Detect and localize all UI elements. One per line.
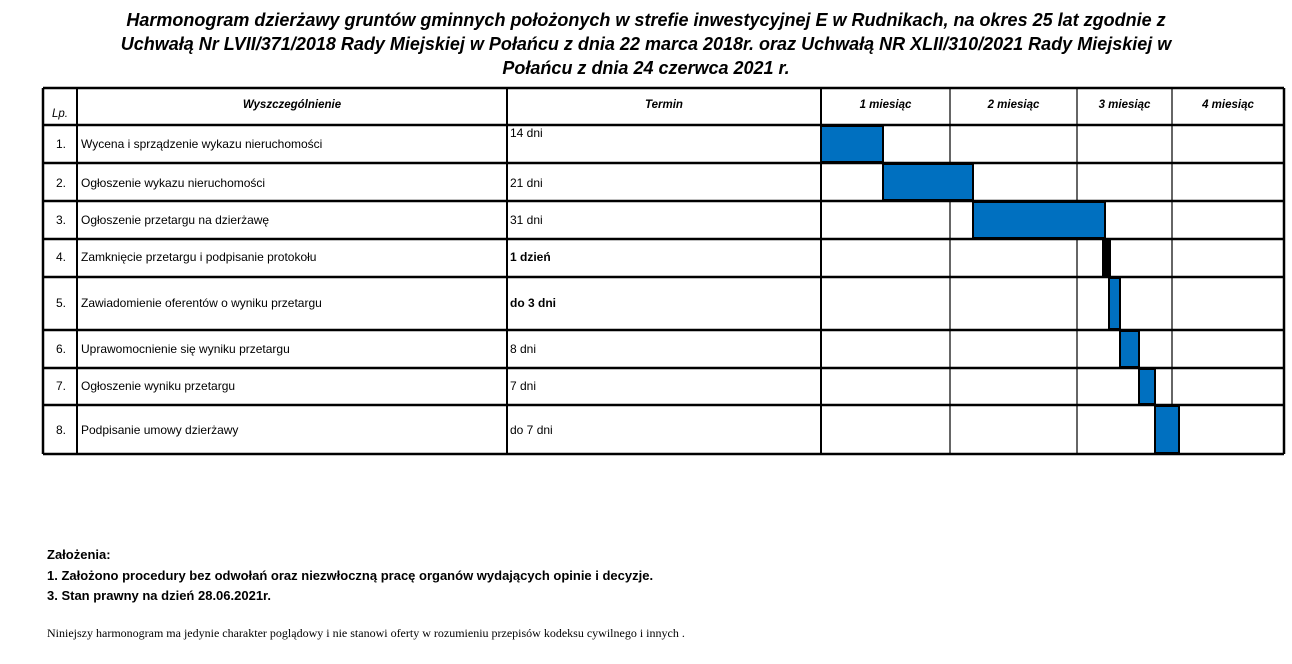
row-3-lp: 3. xyxy=(56,213,67,227)
row-5-item: Zawiadomienie oferentów o wyniku przetargu xyxy=(81,296,322,310)
title-line-3: Połańcu z dnia 24 czerwca 2021 r. xyxy=(502,58,790,78)
header-term: Termin xyxy=(645,99,683,111)
row-6-lp: 6. xyxy=(56,342,67,356)
row-4-term: 1 dzień xyxy=(510,250,551,264)
assumption-1: 1. Założono procedury bez odwołań oraz niezwłoczną pracę organów wydających opinie i decyzje. xyxy=(47,568,654,583)
disclaimer: Niniejszy harmonogram ma jedynie charakter poglądowy i nie stanowi oferty w rozumieniu przepisów kodeksu cywilnego i innych . xyxy=(47,626,685,640)
row-7-term: 7 dni xyxy=(510,379,537,393)
row-2-term: 21 dni xyxy=(510,176,543,190)
row-5-lp: 5. xyxy=(56,296,67,310)
title-line-2: Uchwałą Nr LVII/371/2018 Rady Miejskiej w Połańcu z dnia 22 marca 2018r. oraz Uchwałą NR XLII/310/2021 Rady Miejskiej w xyxy=(120,34,1172,54)
gantt-bar-row-7 xyxy=(1139,369,1155,404)
gantt-bar-row-6 xyxy=(1120,331,1139,367)
row-6-item: Uprawomocnienie się wyniku przetargu xyxy=(81,342,290,356)
row-7-item: Ogłoszenie wyniku przetargu xyxy=(81,379,236,393)
header-month-4: 4 miesiąc xyxy=(1202,99,1254,111)
gantt-bar-row-8 xyxy=(1155,406,1179,453)
header-month-1: 1 miesiąc xyxy=(859,99,912,111)
row-7-lp: 7. xyxy=(56,379,67,393)
row-2-item: Ogłoszenie wykazu nieruchomości xyxy=(81,176,266,190)
row-5-term: do 3 dni xyxy=(510,296,556,310)
header-month-3: 3 miesiąc xyxy=(1098,99,1151,111)
gantt-bar-row-2 xyxy=(883,164,973,200)
gantt-bar-row-4 xyxy=(1103,240,1110,276)
row-6-term: 8 dni xyxy=(510,342,537,356)
row-4-lp: 4. xyxy=(56,250,67,264)
assumption-3: 3. Stan prawny na dzień 28.06.2021r. xyxy=(47,588,271,603)
header-lp: Lp. xyxy=(52,108,68,120)
assumptions-heading: Założenia: xyxy=(47,547,111,562)
row-1-term: 14 dni xyxy=(510,126,543,140)
header-item: Wyszczególnienie xyxy=(242,99,342,111)
row-3-term: 31 dni xyxy=(510,213,543,227)
row-3-item: Ogłoszenie przetargu na dzierżawę xyxy=(81,213,270,227)
gantt-bar-row-5 xyxy=(1109,278,1120,329)
title-line-1: Harmonogram dzierżawy gruntów gminnych położonych w strefie inwestycyjnej E w Rudnikach, na okres 25 lat zgodnie z xyxy=(126,10,1166,30)
row-4-item: Zamknięcie przetargu i podpisanie protokołu xyxy=(81,250,317,264)
row-2-lp: 2. xyxy=(56,176,67,190)
row-1-lp: 1. xyxy=(56,137,67,151)
header-month-2: 2 miesiąc xyxy=(987,99,1040,111)
row-8-item: Podpisanie umowy dzierżawy xyxy=(81,423,239,437)
row-8-lp: 8. xyxy=(56,423,67,437)
row-8-term: do 7 dni xyxy=(510,423,553,437)
gantt-bar-row-1 xyxy=(821,126,883,162)
gantt-bar-row-3 xyxy=(973,202,1105,238)
row-1-item: Wycena i sprządzenie wykazu nieruchomości xyxy=(81,137,323,151)
